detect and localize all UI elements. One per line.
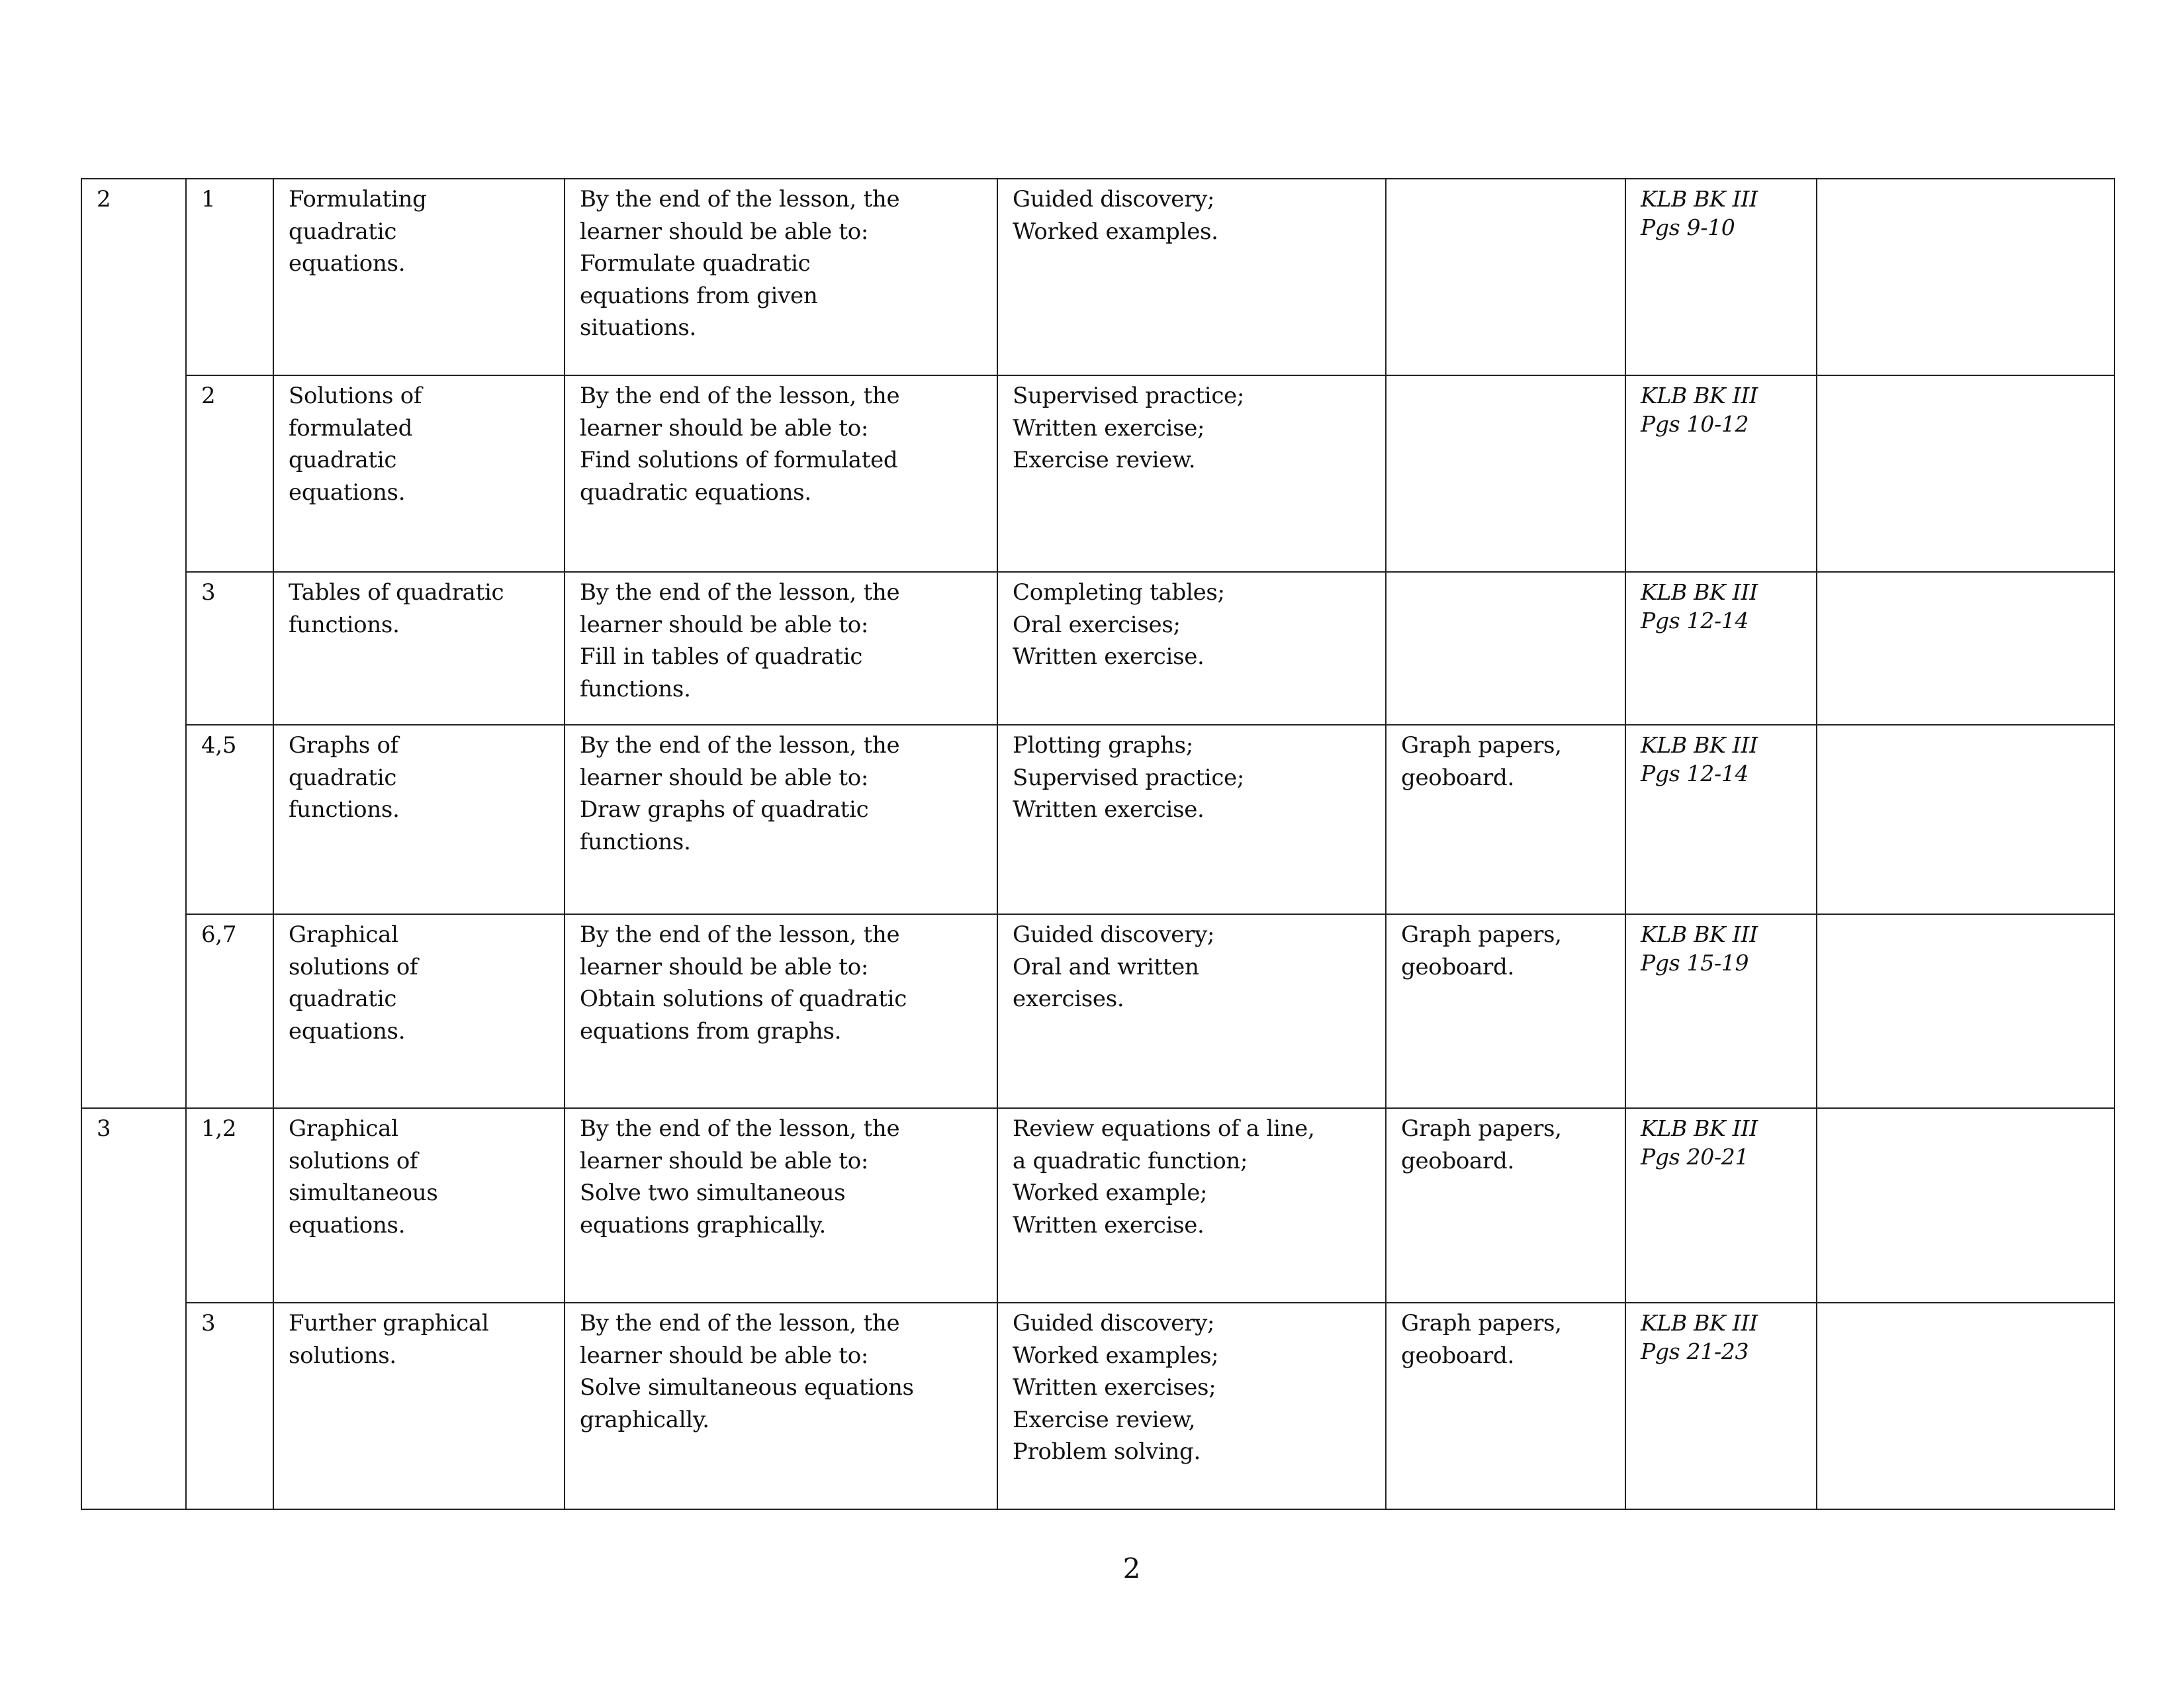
activities-cell: Supervised practice; Written exercise; Exercise review. [997,375,1386,572]
objectives-cell: By the end of the lesson, the learner should be able to: Find solutions of formulated quadratic equations. [565,375,997,572]
lesson-cell: 1 [186,179,273,375]
resources-cell [1386,179,1625,375]
resources-cell: Graph papers, geoboard. [1386,725,1625,914]
remarks-cell [1817,1303,2115,1509]
objectives-cell: By the end of the lesson, the learner should be able to: Draw graphs of quadratic functions. [565,725,997,914]
objectives-cell: By the end of the lesson, the learner should be able to: Solve two simultaneous equations graphically. [565,1108,997,1303]
lesson-cell: 2 [186,375,273,572]
objectives-cell: By the end of the lesson, the learner should be able to: Fill in tables of quadratic functions. [565,572,997,725]
remarks-cell [1817,725,2115,914]
objectives-cell: By the end of the lesson, the learner should be able to: Obtain solutions of quadratic equations from graphs. [565,914,997,1108]
topic-cell: Graphical solutions of simultaneous equations. [273,1108,565,1303]
lesson-cell: 1,2 [186,1108,273,1303]
activities-cell: Guided discovery; Worked examples. [997,179,1386,375]
topic-cell: Graphical solutions of quadratic equations. [273,914,565,1108]
references-cell: KLB BK III Pgs 15-19 [1625,914,1817,1108]
remarks-cell [1817,1108,2115,1303]
activities-cell: Review equations of a line, a quadratic function; Worked example; Written exercise. [997,1108,1386,1303]
resources-cell: Graph papers, geoboard. [1386,1108,1625,1303]
resources-cell: Graph papers, geoboard. [1386,1303,1625,1509]
lesson-cell: 6,7 [186,914,273,1108]
references-cell: KLB BK III Pgs 21-23 [1625,1303,1817,1509]
table-row [81,725,2115,914]
topic-cell: Tables of quadratic functions. [273,572,565,725]
page-number: 2 [1122,1552,1141,1585]
topic-cell: Solutions of formulated quadratic equations. [273,375,565,572]
table-row [81,375,2115,572]
topic-cell: Graphs of quadratic functions. [273,725,565,914]
remarks-cell [1817,375,2115,572]
week-cell: 3 [81,1108,186,1509]
activities-cell: Plotting graphs; Supervised practice; Written exercise. [997,725,1386,914]
references-cell: KLB BK III Pgs 9-10 [1625,179,1817,375]
activities-cell: Guided discovery; Oral and written exercises. [997,914,1386,1108]
table-row [81,914,2115,1108]
resources-cell [1386,572,1625,725]
resources-cell [1386,375,1625,572]
scheme-of-work-table [81,178,2115,1510]
resources-cell: Graph papers, geoboard. [1386,914,1625,1108]
remarks-cell [1817,572,2115,725]
remarks-cell [1817,179,2115,375]
references-cell: KLB BK III Pgs 12-14 [1625,725,1817,914]
topic-cell: Further graphical solutions. [273,1303,565,1509]
lesson-cell: 3 [186,1303,273,1509]
objectives-cell: By the end of the lesson, the learner should be able to: Formulate quadratic equations from given situations. [565,179,997,375]
lesson-cell: 3 [186,572,273,725]
references-cell: KLB BK III Pgs 10-12 [1625,375,1817,572]
table-row [81,1303,2115,1509]
table-row [81,1108,2115,1303]
table-row [81,572,2115,725]
remarks-cell [1817,914,2115,1108]
references-cell: KLB BK III Pgs 12-14 [1625,572,1817,725]
activities-cell: Completing tables; Oral exercises; Written exercise. [997,572,1386,725]
references-cell: KLB BK III Pgs 20-21 [1625,1108,1817,1303]
table-row [81,179,2115,375]
lesson-cell: 4,5 [186,725,273,914]
activities-cell: Guided discovery; Worked examples; Written exercises; Exercise review, Problem solving. [997,1303,1386,1509]
objectives-cell: By the end of the lesson, the learner should be able to: Solve simultaneous equations graphically. [565,1303,997,1509]
week-cell: 2 [81,179,186,1108]
topic-cell: Formulating quadratic equations. [273,179,565,375]
